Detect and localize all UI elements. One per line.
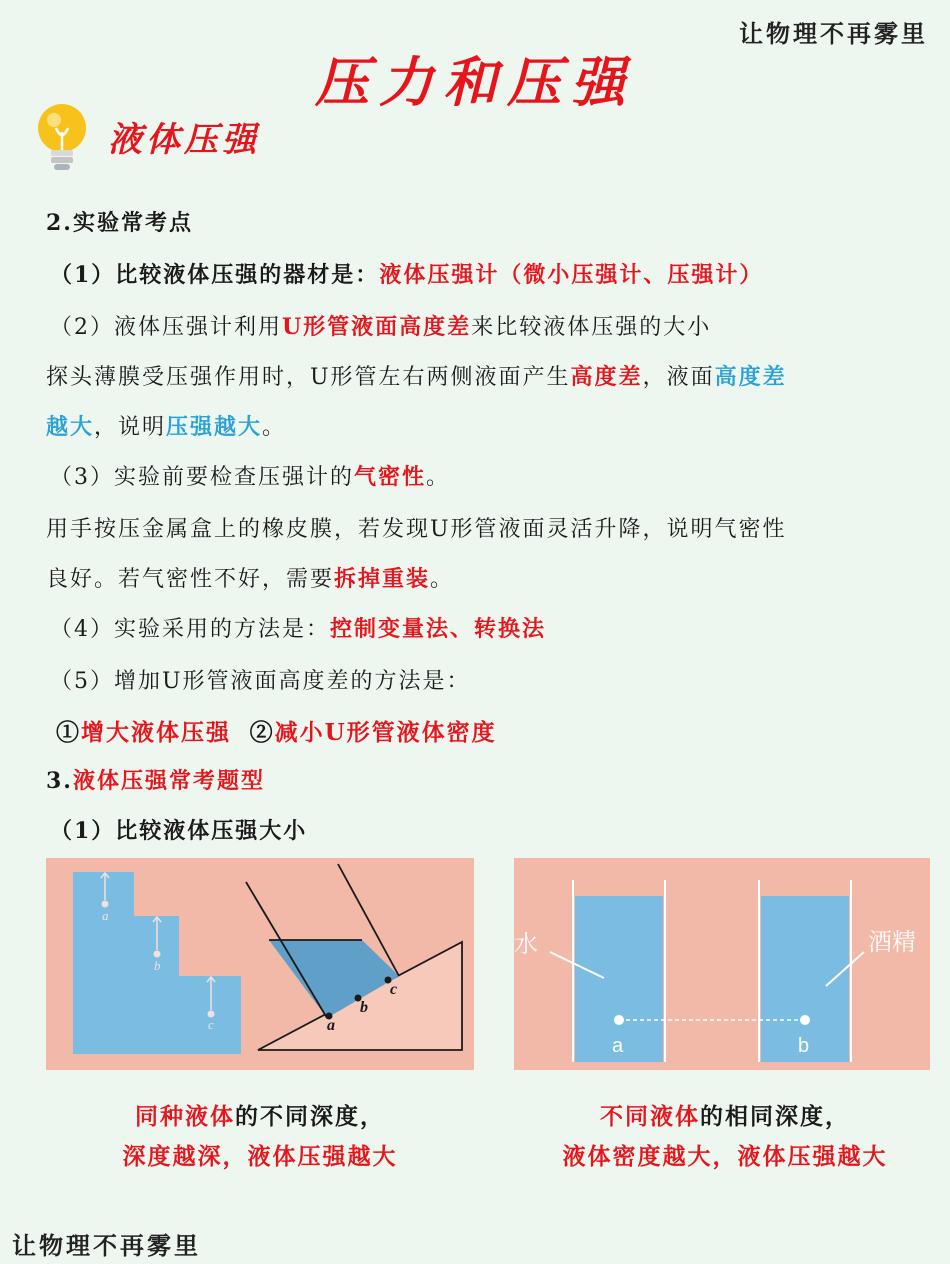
- heading-3-number: 3.: [46, 768, 73, 794]
- p2-body-c: ，液面: [642, 365, 715, 390]
- point-a-dot: [102, 901, 109, 908]
- water-label: 水: [514, 931, 538, 958]
- caption-right-rest: 的相同深度，: [700, 1103, 850, 1130]
- point-2-highlight: U形管液面高度差: [282, 314, 472, 340]
- lightbulb-icon: [34, 98, 90, 178]
- figure-panel-right: [514, 858, 930, 1070]
- p2-body-e: 越大: [46, 414, 95, 440]
- fig2-label-a: a: [327, 1017, 335, 1034]
- p2-body-f: ，说明: [94, 415, 167, 440]
- point-3-body-line-2: [46, 562, 454, 593]
- point-3-highlight: 气密性: [354, 464, 427, 490]
- p3-body-suffix: 。: [430, 567, 455, 592]
- caption-right-line-1: [500, 1098, 950, 1131]
- point-5-methods: [56, 714, 497, 747]
- p2-body-d: 高度差: [714, 364, 787, 390]
- point-1-answer: 液体压强计（微小压强计、压强计）: [379, 262, 764, 288]
- fig3-point-a: [614, 1015, 624, 1025]
- heading-3-text: 液体压强常考题型: [72, 768, 265, 794]
- point-1-prefix: （1）比较液体压强的器材是：: [50, 262, 380, 288]
- watermark-bottom: 让物理不再雾里: [12, 1231, 201, 1260]
- figure-left-svg: [46, 858, 474, 1070]
- point-4-answer: 控制变量法、转换法: [330, 616, 547, 642]
- figure-right-svg: [514, 858, 930, 1070]
- p2-body-g: 压强越大: [166, 414, 263, 440]
- watermark-top: 让物理不再雾里: [739, 19, 928, 48]
- p2-body-b: 高度差: [570, 364, 643, 390]
- method-1-number: ①: [56, 719, 81, 746]
- fig1-label-c: c: [208, 1017, 214, 1032]
- fig3-point-b: [800, 1015, 810, 1025]
- fig2-label-b: b: [360, 999, 368, 1016]
- point-1: [50, 258, 763, 289]
- fig1-label-b: b: [154, 958, 161, 973]
- fig3-label-a: a: [612, 1035, 624, 1057]
- method-2-number: ②: [249, 719, 275, 746]
- point-2: [50, 310, 711, 341]
- caption-right-line-2: 液体密度越大，液体压强越大: [562, 1143, 888, 1170]
- caption-left-red: 同种液体: [135, 1103, 235, 1130]
- method-1: 增大液体压强: [81, 719, 231, 746]
- caption-left-line-2: 深度越深，液体压强越大: [122, 1143, 398, 1170]
- caption-left-line-1: [46, 1098, 474, 1131]
- page-title: 压力和压强: [315, 50, 635, 114]
- heading-3: [46, 764, 265, 795]
- fig1-label-a: a: [102, 908, 109, 923]
- p3-body-prefix: 良好。若气密性不好，需要: [46, 567, 335, 592]
- point-2-body-line-2: [46, 410, 286, 441]
- point-3-suffix: 。: [426, 465, 451, 490]
- fig2-label-c: c: [390, 981, 398, 998]
- point-3: [50, 460, 450, 491]
- figure-panel-left: [46, 858, 474, 1070]
- point-b-dot: [154, 951, 161, 958]
- caption-right-red: 不同液体: [600, 1103, 700, 1130]
- point-2-body-line-1: [46, 360, 787, 391]
- p2-body-h: 。: [262, 415, 287, 440]
- point-2-suffix: 来比较液体压强的大小: [471, 315, 712, 340]
- question-1: （1）比较液体压强大小: [50, 818, 308, 844]
- p2-body-a: 探头薄膜受压强作用时，U形管左右两侧液面产生: [46, 365, 571, 390]
- fig3-label-b: b: [798, 1035, 810, 1057]
- p3-body-highlight: 拆掉重装: [334, 566, 431, 592]
- alcohol-label: 酒精: [868, 929, 916, 956]
- heading-2: 2.实验常考点: [46, 210, 193, 236]
- point-5: （5）增加U形管液面高度差的方法是：: [50, 669, 471, 694]
- point-3-prefix: （3）实验前要检查压强计的: [50, 465, 354, 490]
- point-2-prefix: （2）液体压强计利用: [50, 315, 282, 340]
- caption-left-rest: 的不同深度，: [235, 1103, 385, 1130]
- section-title: 液体压强: [108, 120, 260, 160]
- method-2: 减小U形管液体密度: [274, 719, 497, 746]
- point-4: [50, 612, 546, 643]
- point-4-prefix: （4）实验采用的方法是：: [50, 617, 330, 642]
- point-3-body-line-1: 用手按压金属盒上的橡皮膜，若发现U形管液面灵活升降，说明气密性: [46, 517, 787, 542]
